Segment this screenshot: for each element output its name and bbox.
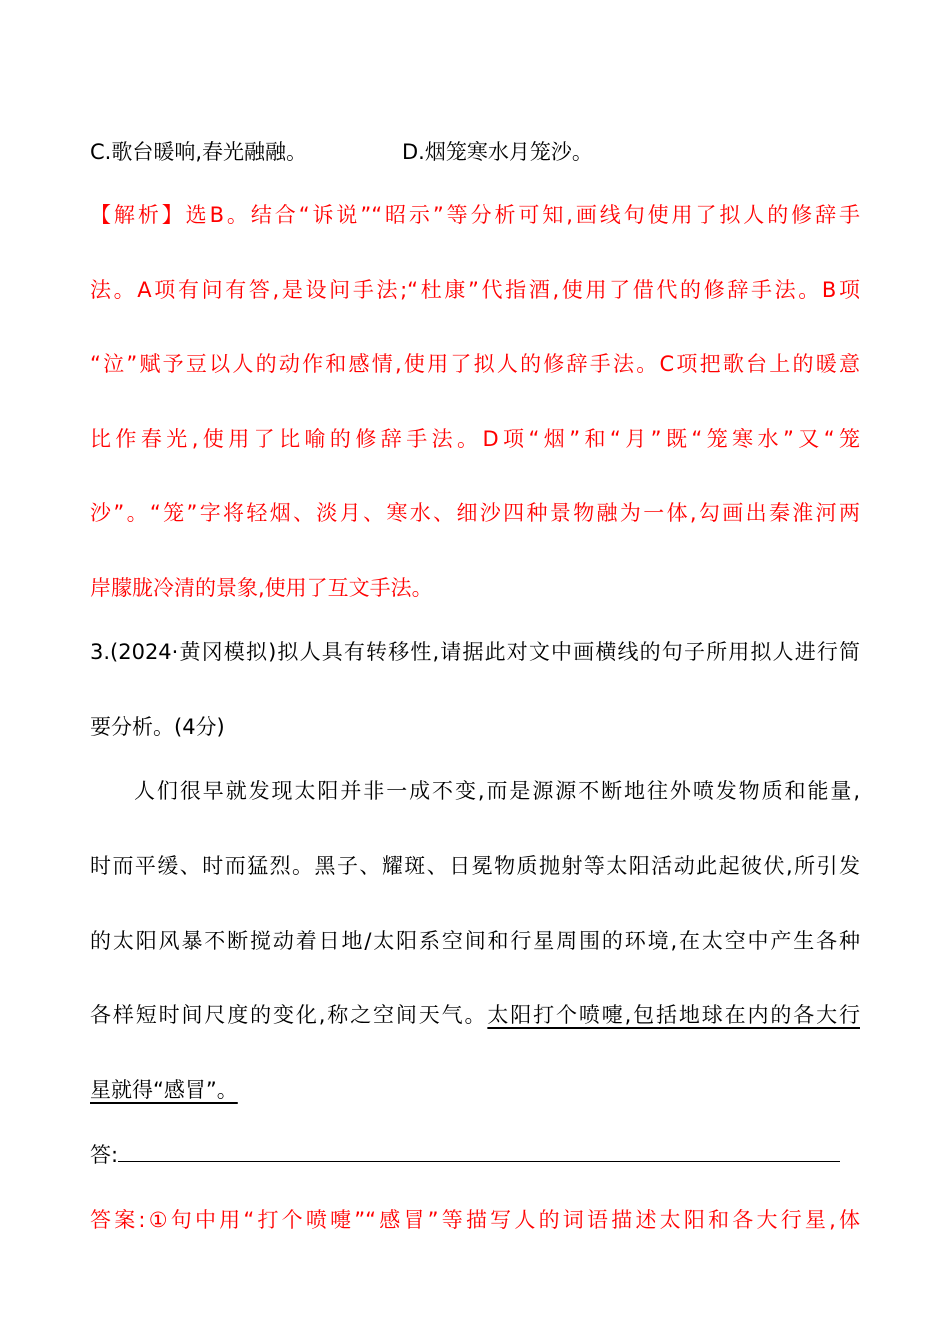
passage-line-2: 时而平缓、时而猛烈。黑子、耀斑、日冕物质抛射等太阳活动此起彼伏,所引发 [90,854,860,878]
analysis-line-6: 岸朦胧冷清的景象,使用了互文手法。 [90,576,433,600]
analysis-line-1: 【解析】选B。结合“诉说”“昭示”等分析可知,画线句使用了拟人的修辞手 [90,203,860,227]
passage-line-4 [90,1000,860,1030]
passage-line-3: 的太阳风暴不断搅动着日地/太阳系空间和行星周围的环境,在太空中产生各种 [90,929,860,953]
analysis-line-4: 比作春光,使用了比喻的修辞手法。D项“烟”和“月”既“笼寒水”又“笼 [90,427,860,451]
passage-plain-text: 各样短时间尺度的变化,称之空间天气。 [90,1003,488,1027]
passage-line-5 [90,1075,860,1105]
underlined-sentence-part-1: 太阳打个喷嚏,包括地球在内的各大行 [487,1003,860,1027]
option-d: D.烟笼寒水月笼沙。 [402,140,593,164]
analysis-line-3: “泣”赋予豆以人的动作和感情,使用了拟人的修辞手法。C项把歌台上的暖意 [90,352,860,376]
analysis-line-2: 法。A项有问有答,是设问手法;“杜康”代指酒,使用了借代的修辞手法。B项 [90,278,860,302]
option-row [90,137,860,167]
underlined-sentence-part-2: 星就得“感冒”。 [90,1078,238,1102]
analysis-line-5: 沙”。“笼”字将轻烟、淡月、寒水、细沙四种景物融为一体,勾画出秦淮河两 [90,501,860,525]
answer-input-line[interactable] [118,1141,840,1162]
question-line-2: 要分析。(4分) [90,715,225,739]
answer-prompt: 答: [90,1143,119,1167]
option-c: C.歌台暖响,春光融融。 [90,140,308,164]
answer-line-1: 答案:①句中用“打个喷嚏”“感冒”等描写人的词语描述太阳和各大行星,体 [90,1208,860,1232]
question-line-1: 3.(2024·黄冈模拟)拟人具有转移性,请据此对文中画横线的句子所用拟人进行简 [90,640,860,664]
answer-prompt-row [90,1140,860,1170]
passage-line-1: 人们很早就发现太阳并非一成不变,而是源源不断地往外喷发物质和能量, [134,779,860,803]
